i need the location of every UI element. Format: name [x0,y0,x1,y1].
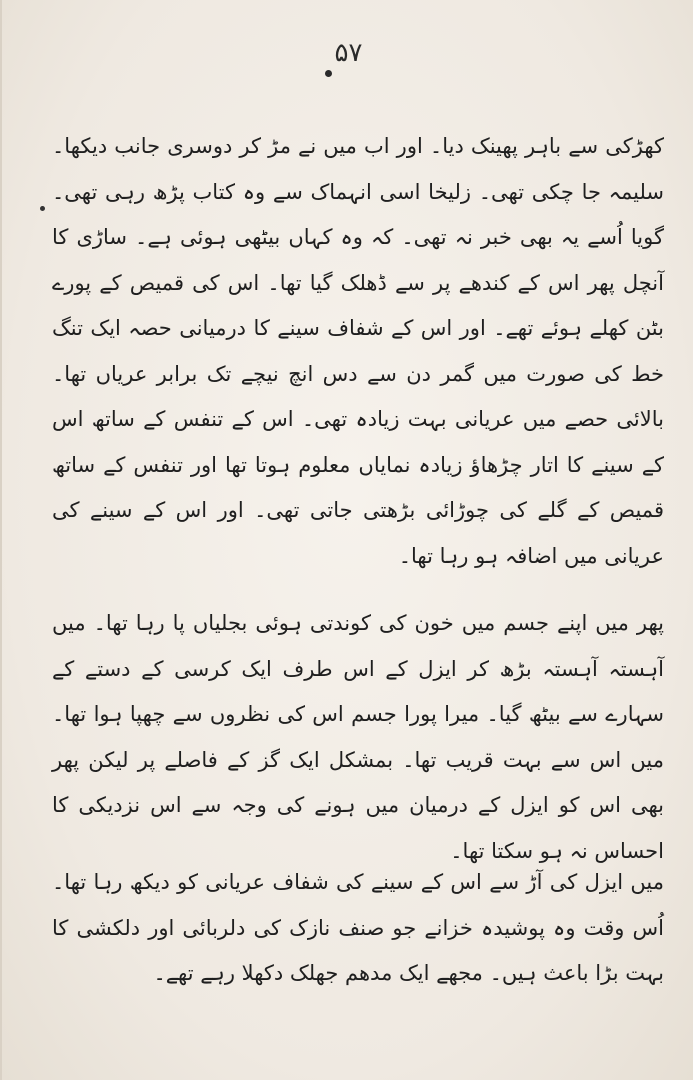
paragraph-1: کھڑکی سے باہر پھینک دیا۔ اور اب میں نے مڑ کر دوسری جانب دیکھا۔ سلیمہ جا چکی تھی۔ زلیخا اسی انہماک سے وہ کتاب پڑھ رہی تھی۔ گویا اُسے یہ بھی خبر نہ تھی۔ کہ وہ کہاں بیٹھی ہوئی ہے۔ ساڑی کا آنچل پھر اس کے کندھے پر سے ڈھلک گیا تھا۔ اس کی قمیص کے پورے بٹن کھلے ہوئے تھے۔ اور اس کے شفاف سینے کا درمیانی حصہ ایک تنگ خط کی صورت میں گمر دن سے دس انچ نیچے تک برابر عریاں تھا۔ بالائی حصے میں عریانی بہت زیادہ تھی۔ اس کے تنفس کے ساتھ اس کے سینے کا اتار چڑھاؤ زیادہ نمایاں معلوم ہوتا تھا اور تنفس کے ساتھ قمیص کے گلے کی چوڑائی بڑھتی جاتی تھی۔ اور اس کے سینے کی عریانی میں اضافہ ہو رہا تھا۔ [52,134,664,568]
margin-dot [40,206,45,211]
page-number-dot [325,70,332,77]
paragraph-2: پھر میں اپنے جسم میں خون کی کوندتی ہوئی بجلیاں پا رہا تھا۔ میں آہستہ آہستہ بڑھ کر ایزل کے اس طرف ایک کرسی کے دستے کے سہارے سے بیٹھ گیا۔ میرا پورا جسم اس کی نظروں سے چھپا ہوا تھا۔ میں اس سے بہت قریب تھا۔ بمشکل ایک گز کے فاصلے پر لیکن پھر بھی اس کو ایزل کے درمیان میں ہونے کی وجہ سے اس نزدیکی کا احساس نہ ہو سکتا تھا۔ [52,611,664,863]
page-number: ۵۷ [334,38,363,68]
paragraph-3: میں ایزل کی آڑ سے اس کے سینے کی شفاف عریانی کو دیکھ رہا تھا۔ اُس وقت وہ پوشیدہ خزانے جو صنف نازک کی دلربائی اور دلکشی کا بہت بڑا باعث ہیں۔ مجھے ایک مدھم جھلک دکھلا رہے تھے۔ [52,870,664,985]
